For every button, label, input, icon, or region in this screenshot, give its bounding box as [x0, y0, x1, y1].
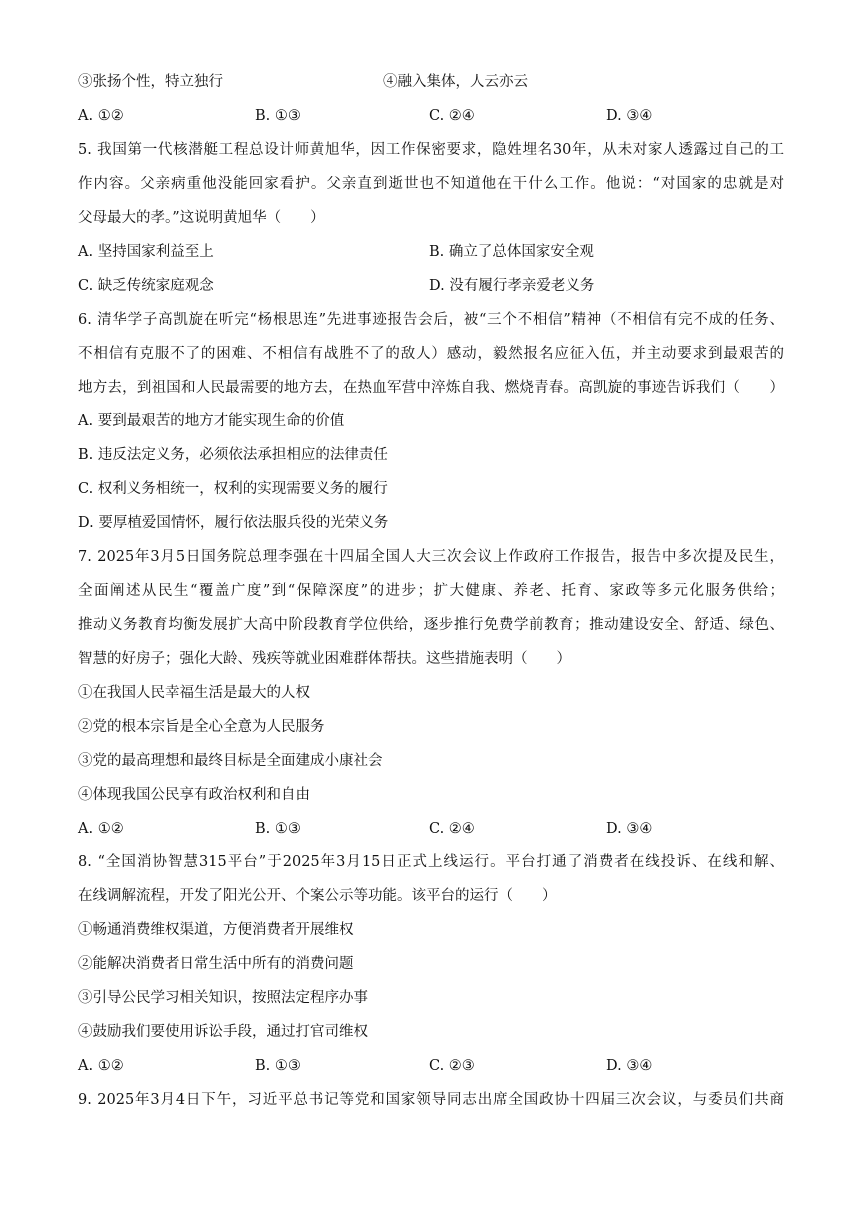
q7-item-2: ②党的根本宗旨是全心全意为人民服务	[78, 719, 325, 735]
q5-option-c[interactable]: C. 缺乏传统家庭观念	[78, 278, 214, 294]
q6-option-b[interactable]: B. 违反法定义务，必须依法承担相应的法律责任	[78, 447, 388, 463]
q5-option-d[interactable]: D. 没有履行孝亲爱老义务	[429, 278, 595, 294]
q8-stem-line-1: 8. “全国消协智慧315平台”于2025年3月15日正式上线运行。平台打通了消费者在线投诉、在线和解、	[78, 854, 784, 870]
q7-option-c[interactable]: C. ②④	[429, 821, 475, 837]
q4-option-c[interactable]: C. ②④	[429, 108, 475, 124]
q5-options-row-2	[78, 276, 784, 296]
q4-option-b[interactable]: B. ①③	[255, 108, 301, 124]
q7-options	[78, 819, 784, 839]
q8-item-3: ③引导公民学习相关知识，按照法定程序办事	[78, 990, 368, 1006]
q8-option-c[interactable]: C. ②③	[429, 1058, 475, 1074]
q7-item-1: ①在我国人民幸福生活是最大的人权	[78, 685, 310, 701]
q8-option-b[interactable]: B. ①③	[255, 1058, 301, 1074]
q4-item-3: ③张扬个性，特立独行	[78, 74, 223, 90]
q4-option-a[interactable]: A. ①②	[78, 108, 124, 124]
q6-stem-line-3: 地方去，到祖国和人民最需要的地方去，在热血军营中淬炼自我、燃烧青春。高凯旋的事迹告诉我们（ ）	[78, 380, 784, 396]
q8-item-4: ④鼓励我们要使用诉讼手段，通过打官司维权	[78, 1024, 368, 1040]
q7-stem-line-1: 7. 2025年3月5日国务院总理李强在十四届全国人大三次会议上作政府工作报告，报告中多次提及民生，	[78, 549, 784, 565]
q5-stem-line-2: 作内容。父亲病重他没能回家看护。父亲直到逝世也不知道他在干什么工作。他说：“对国家的忠就是对	[78, 176, 784, 192]
q6-stem-line-1: 6. 清华学子高凯旋在听完“杨根思连”先进事迹报告会后，被“三个不相信”精神（不相信有完不成的任务、	[78, 312, 784, 328]
q7-option-a[interactable]: A. ①②	[78, 821, 124, 837]
q6-option-a[interactable]: A. 要到最艰苦的地方才能实现生命的价值	[78, 413, 345, 429]
q4-option-d[interactable]: D. ③④	[606, 108, 653, 124]
q8-option-d[interactable]: D. ③④	[606, 1058, 653, 1074]
q4-item-4: ④融入集体，人云亦云	[383, 74, 528, 90]
q7-item-3: ③党的最高理想和最终目标是全面建成小康社会	[78, 753, 383, 769]
q8-item-2: ②能解决消费者日常生活中所有的消费问题	[78, 956, 354, 972]
q6-stem-line-2: 不相信有克服不了的困难、不相信有战胜不了的敌人）感动，毅然报名应征入伍，并主动要求到最艰苦的	[78, 346, 784, 362]
q9-stem-line-1: 9. 2025年3月4日下午，习近平总书记等党和国家领导同志出席全国政协十四届三次会议，与委员们共商	[78, 1092, 784, 1108]
q7-stem-line-4: 智慧的好房子；强化大龄、残疾等就业困难群体帮扶。这些措施表明（ ）	[78, 651, 571, 667]
q6-option-c[interactable]: C. 权利义务相统一，权利的实现需要义务的履行	[78, 481, 388, 497]
q6-option-d[interactable]: D. 要厚植爱国情怀，履行依法服兵役的光荣义务	[78, 515, 389, 531]
q8-item-1: ①畅通消费维权渠道，方便消费者开展维权	[78, 922, 354, 938]
q7-stem-line-3: 推动义务教育均衡发展扩大高中阶段教育学位供给，逐步推行免费学前教育；推动建设安全、舒适、绿色、	[78, 617, 784, 633]
q7-option-b[interactable]: B. ①③	[255, 821, 301, 837]
q5-stem-line-3: 父母最大的孝。”这说明黄旭华（ ）	[78, 210, 325, 226]
q5-stem-line-1: 5. 我国第一代核潜艇工程总设计师黄旭华，因工作保密要求，隐姓埋名30年，从未对家人透露过自己的工	[78, 142, 784, 158]
q5-option-a[interactable]: A. 坚持国家利益至上	[78, 244, 214, 260]
q7-option-d[interactable]: D. ③④	[606, 821, 653, 837]
q4-options	[78, 106, 784, 126]
q8-option-a[interactable]: A. ①②	[78, 1058, 124, 1074]
q7-stem-line-2: 全面阐述从民生“覆盖广度”到“保障深度”的进步；扩大健康、养老、托育、家政等多元化服务供给；	[78, 583, 784, 599]
q8-options	[78, 1056, 784, 1076]
q7-item-4: ④体现我国公民享有政治权利和自由	[78, 787, 310, 803]
q5-options-row-1	[78, 242, 784, 262]
q5-option-b[interactable]: B. 确立了总体国家安全观	[429, 244, 594, 260]
q8-stem-line-2: 在线调解流程，开发了阳光公开、个案公示等功能。该平台的运行（ ）	[78, 888, 557, 904]
